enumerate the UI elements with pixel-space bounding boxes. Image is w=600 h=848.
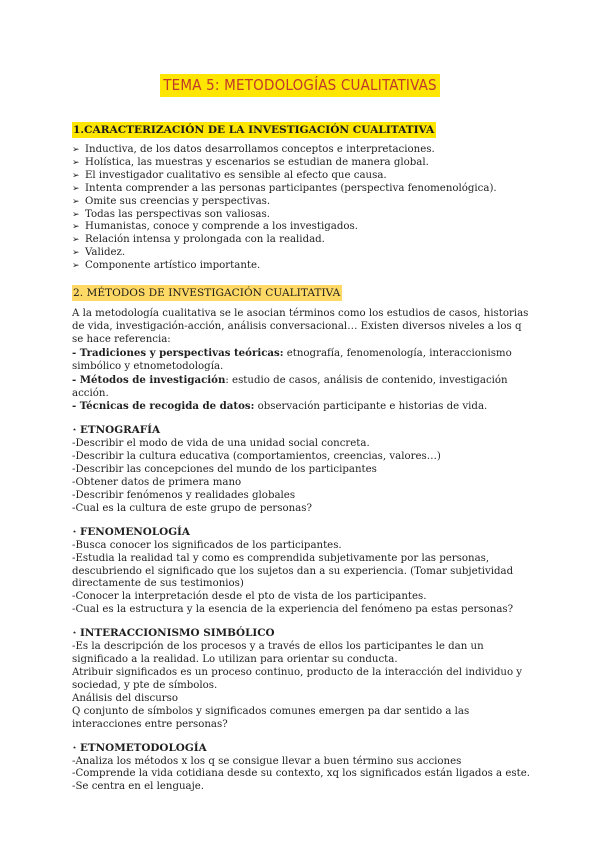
subsection-heading: ⋆ INTERACCIONISMO SIMBÓLICO xyxy=(72,627,275,640)
subsection-heading: ⋆ ETNOMETODOLOGÍA xyxy=(72,741,207,754)
arrowhead-bullet-icon: ➢ xyxy=(72,196,80,207)
level-metodos: - Métodos de investigación: estudio de casos, análisis de contenido, investigación acción. xyxy=(72,373,508,399)
arrowhead-bullet-icon: ➢ xyxy=(72,235,80,246)
text-line: Q conjunto de símbolos y significados comunes emergen pa dar sentido a las interacciones entre personas? xyxy=(72,705,470,730)
arrowhead-bullet-icon: ➢ xyxy=(72,222,80,233)
list-item: ➢ Relación intensa y prolongada con la realidad. xyxy=(72,234,325,246)
star-bullet-icon: ⋆ xyxy=(72,742,78,752)
list-item: ➢ Intenta comprender a las personas participantes (perspectiva fenomenológica). xyxy=(72,182,497,194)
text-line: -Es la descripción de los procesos y a través de ellos los participantes le dan un significado a la realidad. Lo utilizan para orientar su conducta. xyxy=(72,641,484,666)
arrowhead-bullet-icon: ➢ xyxy=(72,248,80,259)
section-caracterizacion xyxy=(72,118,532,273)
list-item: ➢ El investigador cualitativo es sensible al efecto que causa. xyxy=(72,169,387,181)
text-line: Análisis del discurso xyxy=(72,692,179,704)
section1-heading: 1.CARACTERIZACIÓN DE LA INVESTIGACIÓN CUALITATIVA xyxy=(73,124,435,136)
star-bullet-icon: ⋆ xyxy=(72,628,78,638)
star-bullet-icon: ⋆ xyxy=(72,526,78,536)
document-content xyxy=(72,118,532,794)
list-item: ➢ Humanistas, conoce y comprende a los investigados. xyxy=(72,221,358,233)
subsection-etnometodologia xyxy=(72,742,532,795)
page-title: TEMA 5: METODOLOGÍAS CUALITATIVAS xyxy=(160,74,440,97)
text-line: -Conocer la interpretación desde el pto de vista de los participantes. xyxy=(72,591,427,603)
arrowhead-bullet-icon: ➢ xyxy=(72,157,80,168)
arrowhead-bullet-icon: ➢ xyxy=(72,261,80,272)
list-item: ➢ Inductiva, de los datos desarrollamos conceptos e interpretaciones. xyxy=(72,144,435,155)
text-line: -Cual es la estructura y la esencia de la experiencia del fenómeno pa estas personas? xyxy=(72,604,514,616)
section1-list xyxy=(72,144,532,273)
text-line: -Describir las concepciones del mundo de los participantes xyxy=(72,464,377,476)
title-wrap xyxy=(0,74,600,97)
text-line: -Analiza los métodos x los q se consigue llevar a buen término sus acciones xyxy=(72,755,462,767)
subsection-etnografia xyxy=(72,424,532,515)
list-item: ➢ Todas las perspectivas son valiosas. xyxy=(72,208,270,220)
subsection-interaccionismo xyxy=(72,627,532,731)
text-line: -Busca conocer los significados de los participantes. xyxy=(72,539,342,551)
arrowhead-bullet-icon: ➢ xyxy=(72,170,80,181)
level-tecnicas: - Técnicas de recogida de datos: observación participante e historias de vida. xyxy=(72,400,488,413)
text-line: -Describir fenómenos y realidades globales xyxy=(72,489,296,501)
text-line: -Estudia la realidad tal y como es comprendida subjetivamente por las personas, descubriendo el significado que los sujetos dan a su experiencia. (Tomar subjetividad directamente de sus testimonios) xyxy=(72,552,514,590)
star-bullet-icon: ⋆ xyxy=(72,425,78,435)
list-item: ➢ Holística, las muestras y escenarios se estudian de manera global. xyxy=(72,156,429,168)
subsection-heading: ⋆ FENOMENOLOGÍA xyxy=(72,525,190,538)
section-metodos xyxy=(72,281,532,414)
arrowhead-bullet-icon: ➢ xyxy=(72,145,80,155)
list-item: ➢ Validez. xyxy=(72,247,126,259)
text-line: -Describir la cultura educativa (comportamientos, creencias, valores…) xyxy=(72,451,441,463)
section2-intro: A la metodología cualitativa se le asocian términos como los estudios de casos, historias de vida, investigación-acción, análisis conversacional… Existen diversos niveles a los q se hace referencia: xyxy=(72,308,529,345)
subsection-fenomenologia xyxy=(72,526,532,617)
arrowhead-bullet-icon: ➢ xyxy=(72,209,80,220)
text-line: -Se centra en el lenguaje. xyxy=(72,781,205,793)
text-line: -Describir el modo de vida de una unidad social concreta. xyxy=(72,438,370,450)
text-line: -Cual es la cultura de este grupo de personas? xyxy=(72,502,312,514)
list-item: ➢ Componente artístico importante. xyxy=(72,260,261,272)
subsection-heading: ⋆ ETNOGRAFÍA xyxy=(72,424,161,437)
level-tradiciones: - Tradiciones y perspectivas teóricas: etnografía, fenomenología, interaccionismo simbólico y etnometodología. xyxy=(72,346,512,372)
text-line: -Obtener datos de primera mano xyxy=(72,477,242,489)
text-line: Atribuir significados es un proceso continuo, producto de la interacción del individuo y sociedad, y pte de símbolos. xyxy=(72,667,523,691)
section2-heading: 2. MÉTODOS DE INVESTIGACIÓN CUALITATIVA xyxy=(73,287,341,300)
text-line: -Comprende la vida cotidiana desde su contexto, xq los significados están ligados a este. xyxy=(72,768,530,780)
list-item: ➢ Omite sus creencias y perspectivas. xyxy=(72,195,271,207)
arrowhead-bullet-icon: ➢ xyxy=(72,183,80,194)
